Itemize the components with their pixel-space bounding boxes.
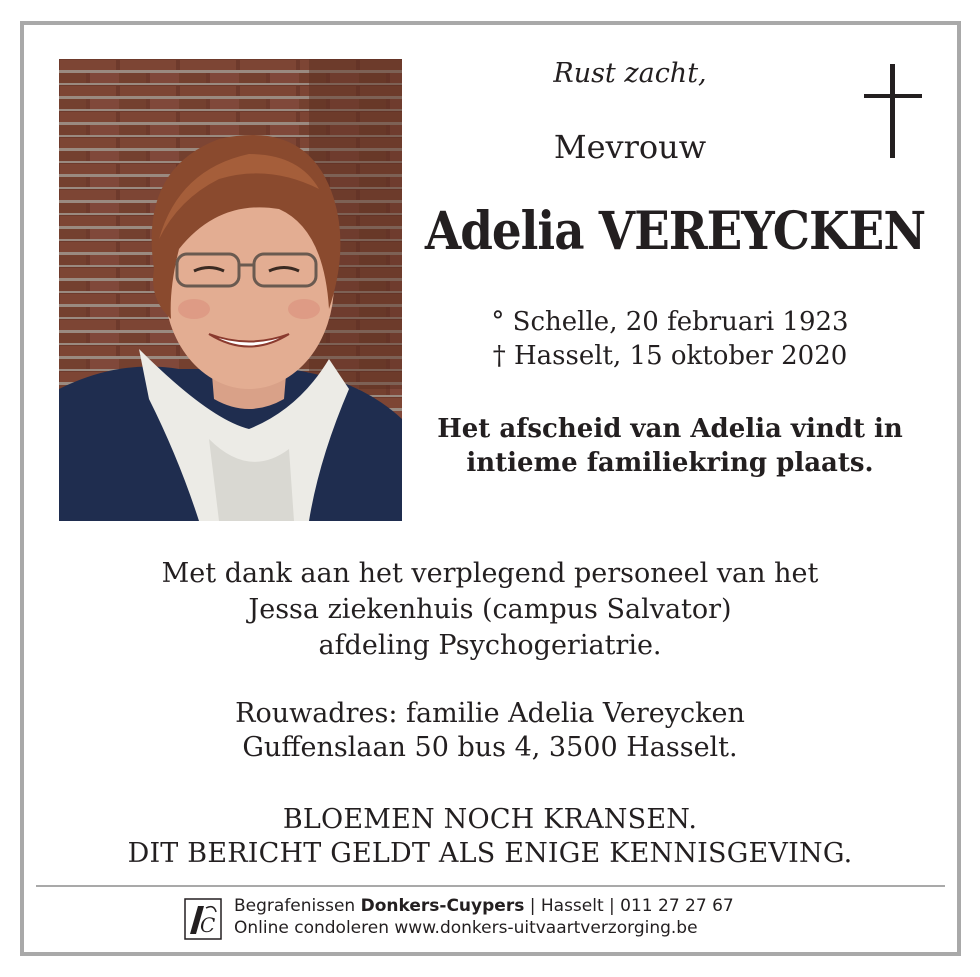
footer-line-2: Online condoleren www.donkers-uitvaartverzorging.be xyxy=(234,918,698,938)
farewell-line: intieme familiekring plaats. xyxy=(466,448,874,478)
footer-contact: | Hasselt | 011 27 27 67 xyxy=(524,896,734,916)
address-line: Guffenslaan 50 bus 4, 3500 Hasselt. xyxy=(242,732,738,763)
address-line: Rouwadres: familie Adelia Vereycken xyxy=(235,698,745,729)
funeral-company: Donkers-Cuypers xyxy=(360,896,525,916)
thanks-line: Jessa ziekenhuis (campus Salvator) xyxy=(248,594,732,625)
life-dates xyxy=(430,305,910,373)
notice-line: DIT BERICHT GELDT ALS ENIGE KENNISGEVING. xyxy=(127,838,853,869)
salutation: Mevrouw xyxy=(553,128,707,166)
portrait-photo xyxy=(59,59,402,521)
thanks-line: afdeling Psychogeriatrie. xyxy=(318,630,662,661)
thanks-line: Met dank aan het verplegend personeel van het xyxy=(161,558,819,589)
footer-prefix: Begrafenissen xyxy=(234,896,361,916)
svg-text:C: C xyxy=(200,913,216,937)
birth-line: ° Schelle, 20 februari 1923 xyxy=(491,307,849,337)
thanks-message xyxy=(40,556,940,664)
cross-icon xyxy=(864,64,922,158)
notice xyxy=(30,803,950,871)
footer-divider xyxy=(36,885,945,887)
death-line: † Hasselt, 15 oktober 2020 xyxy=(492,341,848,371)
mourning-address xyxy=(40,697,940,765)
deceased-name: Adelia VEREYCKEN xyxy=(424,201,926,262)
footer-info xyxy=(234,895,734,939)
farewell-line: Het afscheid van Adelia vindt in xyxy=(437,414,903,444)
farewell-message xyxy=(420,412,920,480)
funeral-home-logo-icon xyxy=(184,898,222,940)
footer-line-1 xyxy=(234,895,734,917)
notice-line: BLOEMEN NOCH KRANSEN. xyxy=(282,804,698,835)
rest-in-peace-text: Rust zacht, xyxy=(553,58,707,89)
